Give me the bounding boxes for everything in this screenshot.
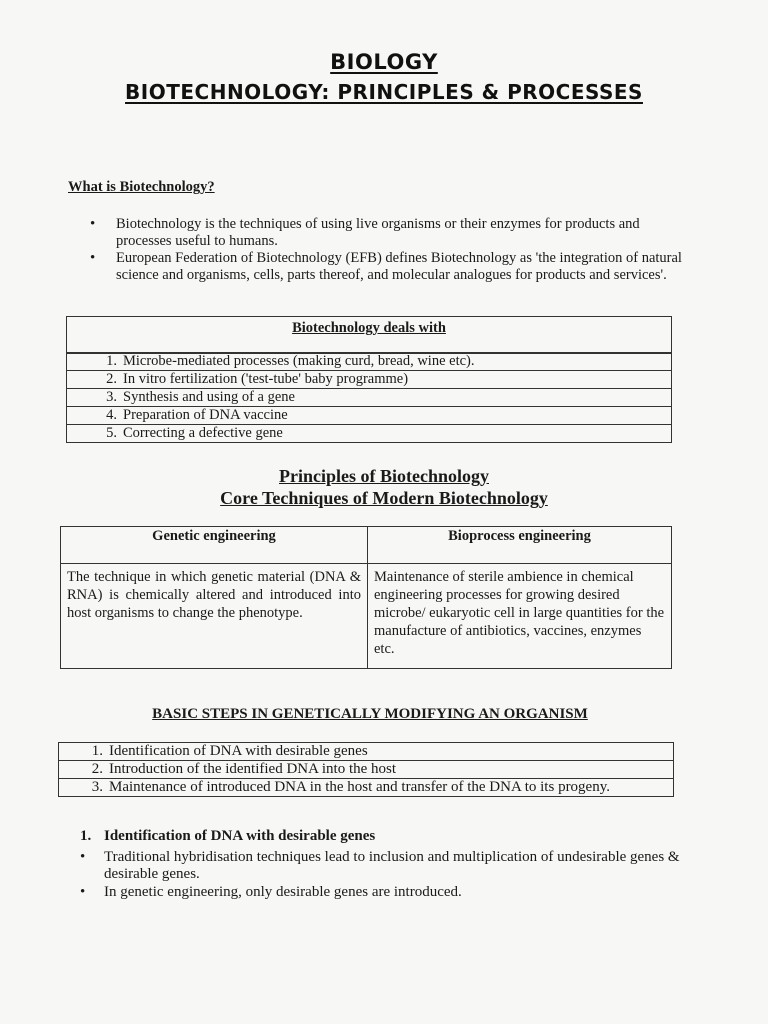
subject-title: BIOLOGY [330, 50, 438, 74]
item-text: Introduction of the identified DNA into the host [109, 761, 397, 777]
section-number: 1. [80, 828, 92, 844]
item-text: Microbe-mediated processes (making curd, bread, wine etc). [123, 353, 475, 369]
deals-with-header-box [66, 316, 672, 354]
item-text: Synthesis and using of a gene [123, 389, 295, 405]
item-text: Correcting a defective gene [123, 425, 283, 441]
basic-steps-heading: BASIC STEPS IN GENETICALLY MODIFYING AN ORGANISM [152, 706, 588, 722]
item-number: 3. [106, 389, 117, 405]
item-text: In vitro fertilization ('test-tube' baby programme) [123, 371, 409, 387]
table-row [67, 353, 672, 371]
item-text: Identification of DNA with desirable genes [109, 743, 368, 759]
core-techniques-heading: Core Techniques of Modern Biotechnology [220, 488, 548, 508]
column-header: Genetic engineering [61, 527, 368, 564]
item-text: Maintenance of introduced DNA in the host and transfer of the DNA to its progeny. [109, 779, 610, 795]
table-row [67, 389, 672, 407]
deals-with-table [66, 352, 672, 443]
principles-heading: Principles of Biotechnology [279, 466, 489, 486]
table-row [59, 761, 674, 779]
item-number: 2. [91, 761, 103, 777]
item-text: Preparation of DNA vaccine [123, 407, 288, 423]
table-row [61, 564, 672, 669]
table-row [59, 743, 674, 761]
table-row [59, 779, 674, 797]
list-item: • Traditional hybridisation techniques lead to inclusion and multiplication of undesirable genes & desirable genes. [78, 849, 718, 883]
item-number: 1. [106, 353, 117, 369]
item-number: 4. [106, 407, 117, 423]
item-number: 3. [91, 779, 103, 795]
deals-with-heading: Biotechnology deals with [292, 320, 446, 336]
section-list [78, 849, 718, 902]
section-heading: Identification of DNA with desirable genes [104, 828, 376, 844]
column-header: Bioprocess engineering [368, 527, 672, 564]
table-header-row [61, 527, 672, 564]
basic-steps-table [58, 742, 674, 797]
core-techniques-table [60, 526, 672, 669]
item-number: 1. [91, 743, 103, 759]
list-item: • In genetic engineering, only desirable genes are introduced. [78, 884, 718, 901]
table-cell: The technique in which genetic material (DNA & RNA) is chemically altered and introduced into host organisms to change the phenotype. [61, 564, 368, 669]
item-number: 2. [106, 371, 117, 387]
what-is-list [86, 216, 686, 284]
table-row [67, 407, 672, 425]
table-cell: Maintenance of sterile ambience in chemical engineering processes for growing desired microbe/ eukaryotic cell in large quantities for the manufacture of antibiotics, vaccines, enzymes etc. [368, 564, 672, 669]
table-row [67, 371, 672, 389]
item-number: 5. [106, 425, 117, 441]
table-row [67, 425, 672, 443]
what-is-heading: What is Biotechnology? [68, 179, 215, 195]
chapter-title: BIOTECHNOLOGY: PRINCIPLES & PROCESSES [125, 80, 643, 104]
list-item: • European Federation of Biotechnology (EFB) defines Biotechnology as 'the integration of natural science and organisms, cells, parts thereof, and molecular analogues for products and services'. [86, 250, 686, 284]
list-item: • Biotechnology is the techniques of using live organisms or their enzymes for products and processes useful to humans. [86, 216, 686, 250]
